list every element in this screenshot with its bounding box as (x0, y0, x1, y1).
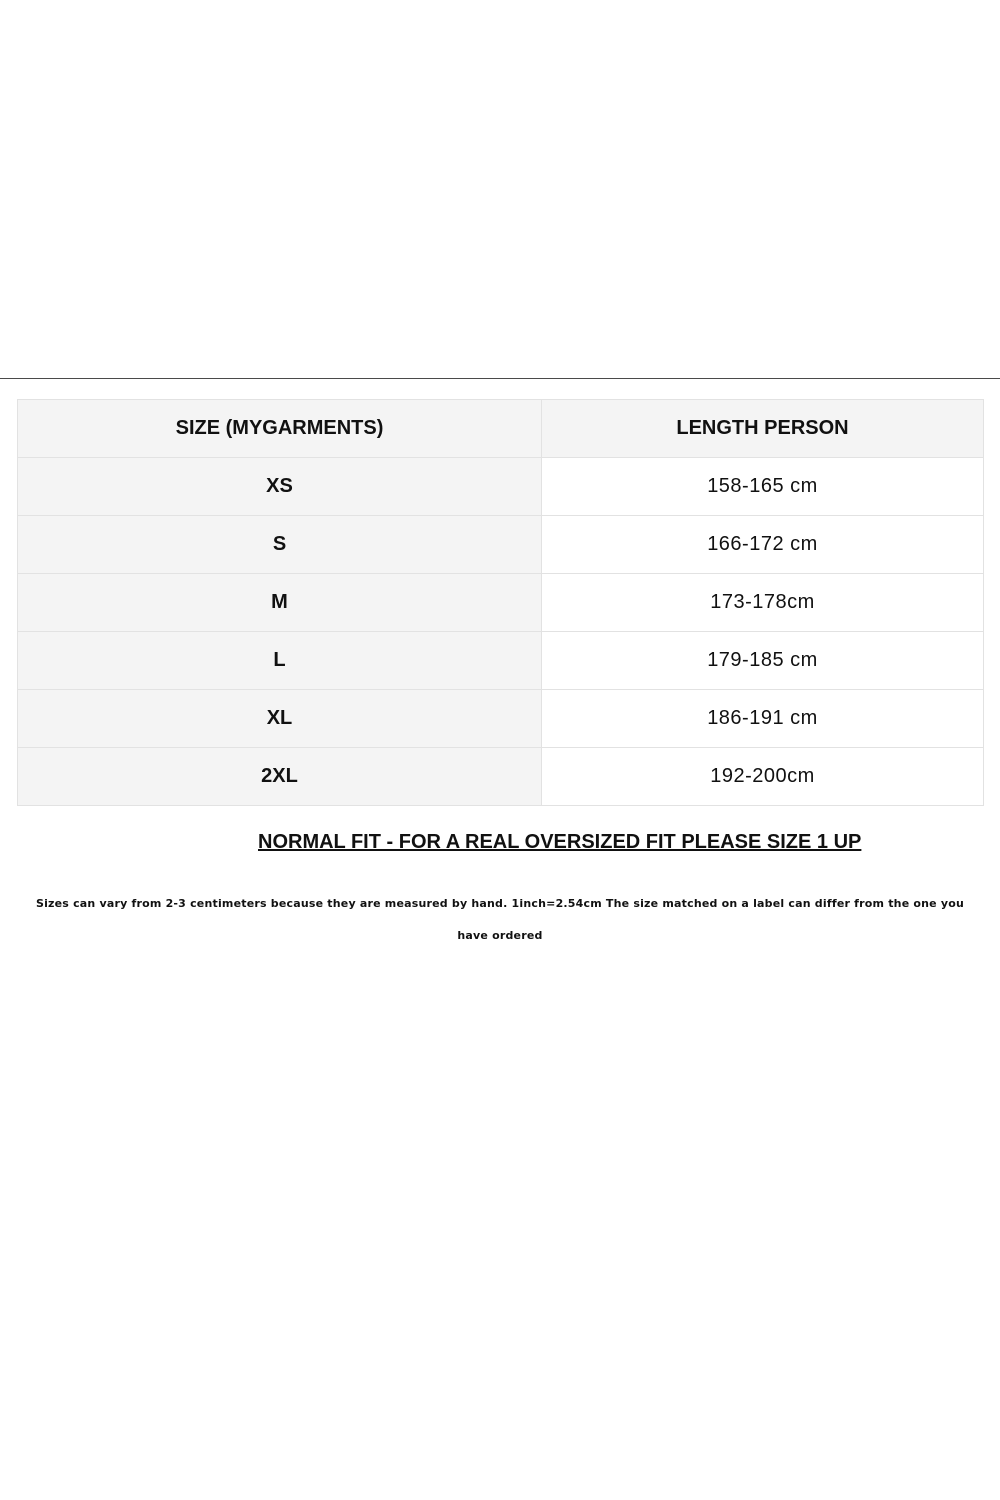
table-row (18, 516, 984, 574)
size-cell: XS (18, 458, 542, 516)
length-cell: 173-178cm (542, 574, 984, 632)
fit-note: NORMAL FIT - FOR A REAL OVERSIZED FIT PLEASE SIZE 1 UP (258, 831, 862, 853)
length-cell: 179-185 cm (542, 632, 984, 690)
table-row (18, 632, 984, 690)
fit-note-container (0, 831, 1000, 861)
size-cell: M (18, 574, 542, 632)
length-column-header: LENGTH PERSON (542, 400, 984, 458)
size-cell: XL (18, 690, 542, 748)
length-cell: 192-200cm (542, 748, 984, 806)
size-disclaimer: Sizes can vary from 2-3 centimeters because they are measured by hand. 1inch=2.54cm The size matched on a label can differ from the one you have ordered (35, 897, 965, 942)
table-header-row (18, 400, 984, 458)
table-row (18, 458, 984, 516)
length-cell: 166-172 cm (542, 516, 984, 574)
size-chart-table (17, 399, 984, 806)
size-column-header: SIZE (MYGARMENTS) (18, 400, 542, 458)
horizontal-divider (0, 378, 1000, 379)
table-row (18, 690, 984, 748)
length-cell: 158-165 cm (542, 458, 984, 516)
length-cell: 186-191 cm (542, 690, 984, 748)
table-row (18, 574, 984, 632)
size-cell: 2XL (18, 748, 542, 806)
size-cell: L (18, 632, 542, 690)
table-row (18, 748, 984, 806)
size-cell: S (18, 516, 542, 574)
